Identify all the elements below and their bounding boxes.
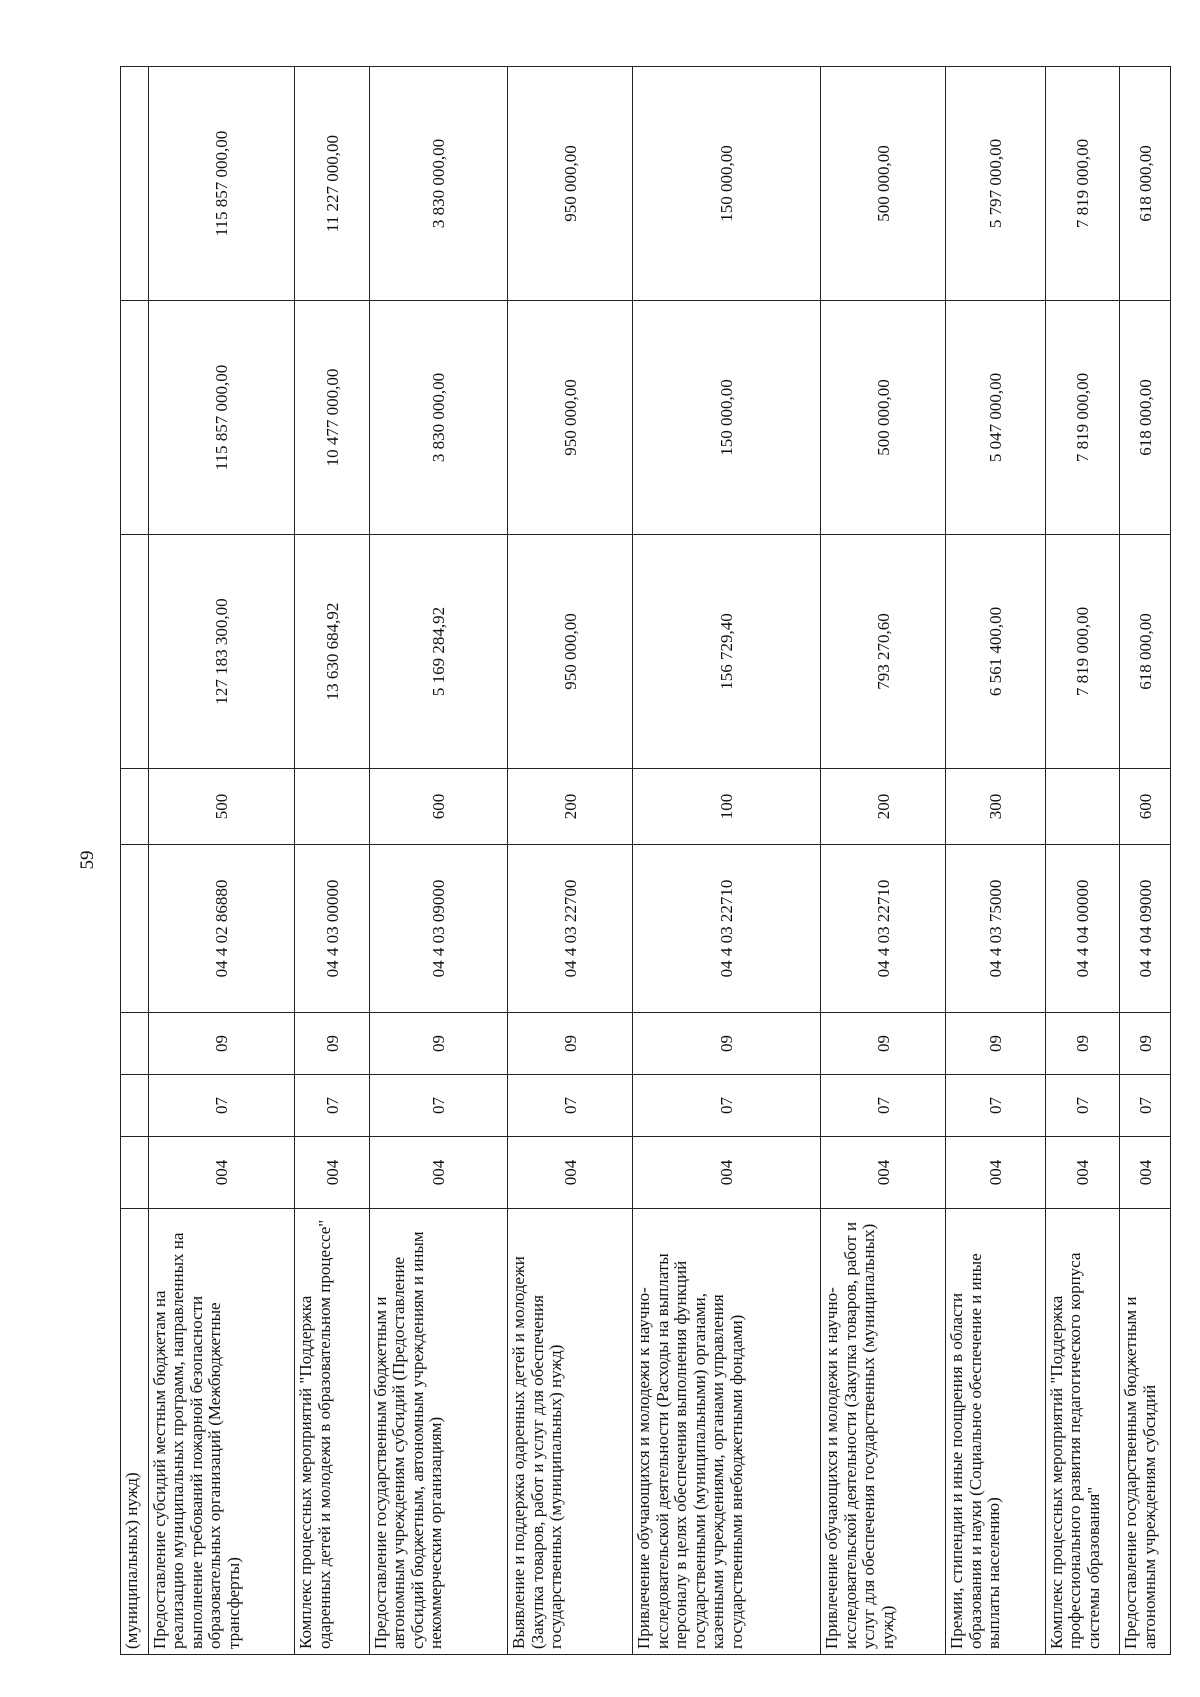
target-article-cell: 04 4 04 00000	[1045, 845, 1119, 1013]
amount-year-3-cell: 115 857 000,00	[148, 67, 295, 301]
amount-year-1-cell: 618 000,00	[1120, 535, 1171, 769]
row-description: Предоставление государственным бюджетным и автономным учреждениям субсидий (Предоставление субсидий бюджетным, автономным учреждениям и иным некоммерческим организациям)	[369, 1209, 507, 1655]
row-description: Комплекс процессных мероприятий "Поддержка профессионального развития педагогического корпуса системы образования"	[1045, 1209, 1119, 1655]
expense-type-cell: 300	[946, 769, 1045, 845]
subsection-code-cell: 09	[508, 1013, 633, 1075]
table-row	[148, 67, 295, 1655]
target-article-cell: 04 4 03 09000	[369, 845, 507, 1013]
section-code-cell: 07	[295, 1075, 369, 1137]
row-description: Выявление и поддержка одаренных детей и молодежи (Закупка товаров, работ и услуг для обеспечения государственных (муниципальных) нужд)	[508, 1209, 633, 1655]
section-code-cell: 07	[508, 1075, 633, 1137]
amount-year-1-cell: 156 729,40	[633, 535, 821, 769]
subsection-code-cell: 09	[633, 1013, 821, 1075]
amount-year-2-cell: 10 477 000,00	[295, 301, 369, 535]
subsection-code-cell: 09	[1120, 1013, 1171, 1075]
section-code-cell: 07	[1045, 1075, 1119, 1137]
admin-code-cell: 004	[508, 1137, 633, 1209]
target-article-cell	[121, 845, 149, 1013]
subsection-code-cell: 09	[369, 1013, 507, 1075]
amount-year-1-cell: 5 169 284,92	[369, 535, 507, 769]
table-row	[946, 67, 1045, 1655]
target-article-cell: 04 4 03 00000	[295, 845, 369, 1013]
amount-year-2-cell: 7 819 000,00	[1045, 301, 1119, 535]
expense-type-cell: 600	[1120, 769, 1171, 845]
section-code-cell	[121, 1075, 149, 1137]
target-article-cell: 04 4 03 22710	[821, 845, 946, 1013]
amount-year-2-cell: 115 857 000,00	[148, 301, 295, 535]
amount-year-2-cell	[121, 301, 149, 535]
budget-table	[120, 66, 1171, 1655]
subsection-code-cell	[121, 1013, 149, 1075]
target-article-cell: 04 4 03 75000	[946, 845, 1045, 1013]
target-article-cell: 04 4 03 22700	[508, 845, 633, 1013]
row-description: (муниципальных) нужд)	[121, 1209, 149, 1655]
amount-year-3-cell: 5 797 000,00	[946, 67, 1045, 301]
expense-type-cell: 500	[148, 769, 295, 845]
admin-code-cell: 004	[633, 1137, 821, 1209]
amount-year-3-cell: 950 000,00	[508, 67, 633, 301]
subsection-code-cell: 09	[295, 1013, 369, 1075]
amount-year-2-cell: 500 000,00	[821, 301, 946, 535]
amount-year-1-cell: 127 183 300,00	[148, 535, 295, 769]
subsection-code-cell: 09	[148, 1013, 295, 1075]
amount-year-2-cell: 950 000,00	[508, 301, 633, 535]
row-description: Предоставление субсидий местным бюджетам на реализацию муниципальных программ, направленных на выполнение требований пожарной безопасности образовательных организаций (Межбюджетные трансферты)	[148, 1209, 295, 1655]
amount-year-1-cell: 793 270,60	[821, 535, 946, 769]
expense-type-cell	[295, 769, 369, 845]
amount-year-3-cell: 150 000,00	[633, 67, 821, 301]
amount-year-1-cell: 7 819 000,00	[1045, 535, 1119, 769]
table-row	[1045, 67, 1119, 1655]
row-description: Комплекс процессных мероприятий "Поддержка одаренных детей и молодежи в образовательном процессе"	[295, 1209, 369, 1655]
expense-type-cell	[121, 769, 149, 845]
section-code-cell: 07	[633, 1075, 821, 1137]
table-row	[1120, 67, 1171, 1655]
amount-year-2-cell: 3 830 000,00	[369, 301, 507, 535]
amount-year-3-cell: 618 000,00	[1120, 67, 1171, 301]
expense-type-cell: 200	[821, 769, 946, 845]
target-article-cell: 04 4 04 09000	[1120, 845, 1171, 1013]
amount-year-3-cell: 11 227 000,00	[295, 67, 369, 301]
table-row	[821, 67, 946, 1655]
section-code-cell: 07	[369, 1075, 507, 1137]
amount-year-3-cell: 3 830 000,00	[369, 67, 507, 301]
amount-year-3-cell: 7 819 000,00	[1045, 67, 1119, 301]
admin-code-cell: 004	[946, 1137, 1045, 1209]
amount-year-2-cell: 5 047 000,00	[946, 301, 1045, 535]
expense-type-cell	[1045, 769, 1119, 845]
admin-code-cell: 004	[1045, 1137, 1119, 1209]
table-row	[121, 67, 149, 1655]
admin-code-cell: 004	[148, 1137, 295, 1209]
amount-year-2-cell: 150 000,00	[633, 301, 821, 535]
row-description: Привлечение обучающихся и молодежи к научно-исследовательской деятельности (Расходы на выплаты персоналу в целях обеспечения выполнения функций государственными (муниципальными) органами, казенными учреждениями, органами управления государственными внебюджетными фондами)	[633, 1209, 821, 1655]
amount-year-1-cell: 6 561 400,00	[946, 535, 1045, 769]
admin-code-cell: 004	[295, 1137, 369, 1209]
target-article-cell: 04 4 03 22710	[633, 845, 821, 1013]
subsection-code-cell: 09	[1045, 1013, 1119, 1075]
section-code-cell: 07	[148, 1075, 295, 1137]
subsection-code-cell: 09	[821, 1013, 946, 1075]
row-description: Привлечение обучающихся и молодежи к научно-исследовательской деятельности (Закупка товаров, работ и услуг для обеспечения государственных (муниципальных) нужд)	[821, 1209, 946, 1655]
subsection-code-cell: 09	[946, 1013, 1045, 1075]
row-description: Предоставление государственным бюджетным и автономным учреждениям субсидий	[1120, 1209, 1171, 1655]
table-row	[633, 67, 821, 1655]
table-row	[508, 67, 633, 1655]
page-number: 59	[77, 850, 98, 870]
section-code-cell: 07	[946, 1075, 1045, 1137]
expense-type-cell: 600	[369, 769, 507, 845]
table-body	[121, 67, 1171, 1655]
section-code-cell: 07	[821, 1075, 946, 1137]
admin-code-cell: 004	[1120, 1137, 1171, 1209]
amount-year-3-cell: 500 000,00	[821, 67, 946, 301]
section-code-cell: 07	[1120, 1075, 1171, 1137]
expense-type-cell: 200	[508, 769, 633, 845]
admin-code-cell: 004	[369, 1137, 507, 1209]
expense-type-cell: 100	[633, 769, 821, 845]
table-row	[295, 67, 369, 1655]
amount-year-1-cell: 950 000,00	[508, 535, 633, 769]
table-row	[369, 67, 507, 1655]
amount-year-1-cell: 13 630 684,92	[295, 535, 369, 769]
amount-year-1-cell	[121, 535, 149, 769]
amount-year-2-cell: 618 000,00	[1120, 301, 1171, 535]
admin-code-cell	[121, 1137, 149, 1209]
rotated-page	[120, 67, 1171, 1655]
admin-code-cell: 004	[821, 1137, 946, 1209]
amount-year-3-cell	[121, 67, 149, 301]
target-article-cell: 04 4 02 86880	[148, 845, 295, 1013]
row-description: Премии, стипендии и иные поощрения в области образования и науки (Социальное обеспечение и иные выплаты населению)	[946, 1209, 1045, 1655]
